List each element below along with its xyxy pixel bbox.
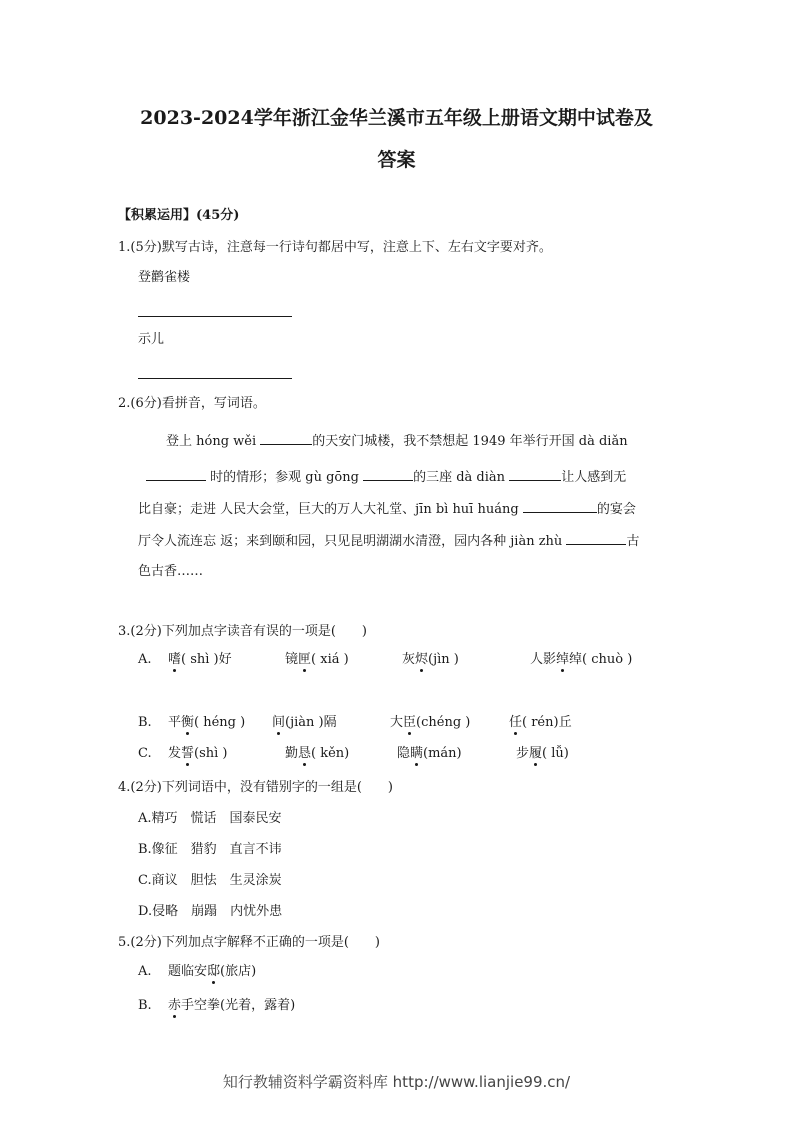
q4-stem: 4.(2分)下列词语中，没有错别字的一组是( ) <box>118 780 393 795</box>
q3-c-item3 <box>397 744 462 764</box>
q5-b-post: 手空拳(光着，露着) <box>181 998 296 1013</box>
q3-b-item3-pre: 大 <box>390 715 404 730</box>
q2-blank-1 <box>260 430 312 445</box>
q3-c-item1-pre: 发 <box>168 746 182 761</box>
q3-a-item2 <box>285 650 349 670</box>
q3-a-item4-pre: 人影 <box>530 652 557 667</box>
q3-a-item3-post: (jìn ) <box>428 652 459 667</box>
q1-poem2-title: 示儿 <box>138 332 165 347</box>
q2-line4-part-a: 厅令人流连忘 返；来到颐和园，只见昆明湖湖水清澄，园内各种 jiàn zhù <box>138 534 563 549</box>
q3-c-item2 <box>285 744 349 764</box>
q3-c-item1-dotted: 誓 <box>181 746 195 761</box>
q2-line5: 色古香…… <box>138 564 204 579</box>
q3-b-item1 <box>168 713 245 733</box>
q4-option-b: B.像征 猎豹 直言不讳 <box>138 842 282 857</box>
q3-a-item3 <box>402 650 459 670</box>
q3-a-item1 <box>168 650 232 670</box>
q5-option-a-text <box>168 962 256 982</box>
q3-c-item1-post: (shì ) <box>194 746 228 761</box>
q3-c-item4-pre: 步 <box>516 746 530 761</box>
q3-a-item4-dotted: 绰 <box>556 652 570 667</box>
q2-blank-3 <box>363 466 413 481</box>
q5-a-dotted: 邸 <box>207 964 221 979</box>
q5-a-pre: 题临安 <box>168 964 208 979</box>
q2-blank-6 <box>566 530 626 545</box>
q3-stem: 3.(2分)下列加点字读音有误的一项是( ) <box>118 624 367 639</box>
q2-line3-part-a: 比自豪；走进 人民大会堂，巨大的万人大礼堂、jīn bì huī huáng <box>138 502 519 517</box>
q3-b-item2 <box>272 713 337 733</box>
q3-c-item3-pre: 隐 <box>397 746 411 761</box>
page-title-line1: 2023-2024学年浙江金华兰溪市五年级上册语文期中试卷及 <box>140 107 653 129</box>
q2-line2-part-a: 时的情形；参观 gù gōng <box>210 470 359 485</box>
q3-a-item1-dotted: 嗜 <box>168 652 182 667</box>
q3-option-c-label: C. <box>138 746 152 761</box>
q2-line1-part-a: 登上 hóng wěi <box>166 434 257 449</box>
q4-option-c: C.商议 胆怯 生灵涂炭 <box>138 873 282 888</box>
q5-stem: 5.(2分)下列加点字解释不正确的一项是( ) <box>118 935 380 950</box>
q3-option-b-label: B. <box>138 715 152 730</box>
q4-option-d: D.侵略 崩蹋 内忧外患 <box>138 904 283 919</box>
q3-b-item4 <box>509 713 572 733</box>
q1-stem: 1.(5分)默写古诗，注意每一行诗句都居中写，注意上下、左右文字要对齐。 <box>118 240 552 255</box>
q2-stem: 2.(6分)看拼音，写词语。 <box>118 396 266 411</box>
q3-a-item1-post: ( shì )好 <box>181 652 232 667</box>
q3-c-item3-dotted: 瞒 <box>410 746 424 761</box>
q3-c-item2-dotted: 恳 <box>298 746 312 761</box>
q5-option-b-text <box>168 996 295 1016</box>
q3-c-item4 <box>516 744 569 764</box>
q2-line1 <box>166 430 628 452</box>
q3-c-item4-dotted: 履 <box>529 746 543 761</box>
q3-c-item4-post: ( lǚ) <box>542 746 569 761</box>
q5-option-b-label: B. <box>138 998 152 1013</box>
q3-a-item3-dotted: 烬 <box>415 652 429 667</box>
q3-c-item2-post: ( kěn) <box>311 746 350 761</box>
q3-a-item2-post: ( xiá ) <box>311 652 349 667</box>
q3-b-item3 <box>390 713 470 733</box>
q3-a-item3-pre: 灰 <box>402 652 416 667</box>
q2-line4 <box>138 530 639 552</box>
q4-option-a: A.精巧 慌话 国泰民安 <box>138 811 282 826</box>
q3-c-item1 <box>168 744 228 764</box>
q3-option-a-label: A. <box>138 652 152 667</box>
q5-b-dotted: 赤 <box>168 998 182 1013</box>
q2-line2-part-c: 让人感到无 <box>561 470 627 485</box>
q3-b-item1-dotted: 衡 <box>181 715 195 730</box>
q3-a-item2-pre: 镜 <box>285 652 299 667</box>
q3-b-item1-pre: 平 <box>168 715 182 730</box>
q2-line3 <box>138 498 636 520</box>
q1-poem1-answer-line <box>138 316 292 317</box>
q3-c-item3-post: (mán) <box>423 746 462 761</box>
q3-b-item4-dotted: 任 <box>509 715 523 730</box>
section-heading: 【积累运用】(45分) <box>118 208 240 223</box>
q2-blank-5 <box>523 498 597 513</box>
q5-a-post: (旅店) <box>220 964 257 979</box>
q2-line3-part-b: 的宴会 <box>596 502 636 517</box>
page-title-line2: 答案 <box>377 149 416 171</box>
q3-b-item1-post: ( héng ) <box>194 715 246 730</box>
q2-line4-part-b: 古 <box>626 534 640 549</box>
q1-poem1-title: 登鹳雀楼 <box>138 270 191 285</box>
footer-watermark: 知行教辅资料学霸资料库 http://www.lianjie99.cn/ <box>222 1073 571 1091</box>
q2-line2 <box>146 466 626 488</box>
q3-a-item4-post: 绰( chuò ) <box>569 652 633 667</box>
q5-option-a-label: A. <box>138 964 152 979</box>
q3-b-item4-post: ( rén)丘 <box>522 715 572 730</box>
q3-b-item2-post: (jiàn )隔 <box>285 715 337 730</box>
q2-blank-2 <box>146 466 206 481</box>
q3-a-item4 <box>530 650 632 670</box>
q2-line1-part-b: 的天安门城楼，我不禁想起 1949 年举行开国 dà diǎn <box>312 434 628 449</box>
q2-line2-part-b: 的三座 dà diàn <box>413 470 506 485</box>
q3-a-item2-dotted: 匣 <box>298 652 312 667</box>
q3-c-item2-pre: 勤 <box>285 746 299 761</box>
q3-b-item3-dotted: 臣 <box>403 715 417 730</box>
q2-blank-4 <box>509 466 561 481</box>
q3-b-item3-post: (chéng ) <box>416 715 471 730</box>
q1-poem2-answer-line <box>138 378 292 379</box>
q3-b-item2-dotted: 间 <box>272 715 286 730</box>
